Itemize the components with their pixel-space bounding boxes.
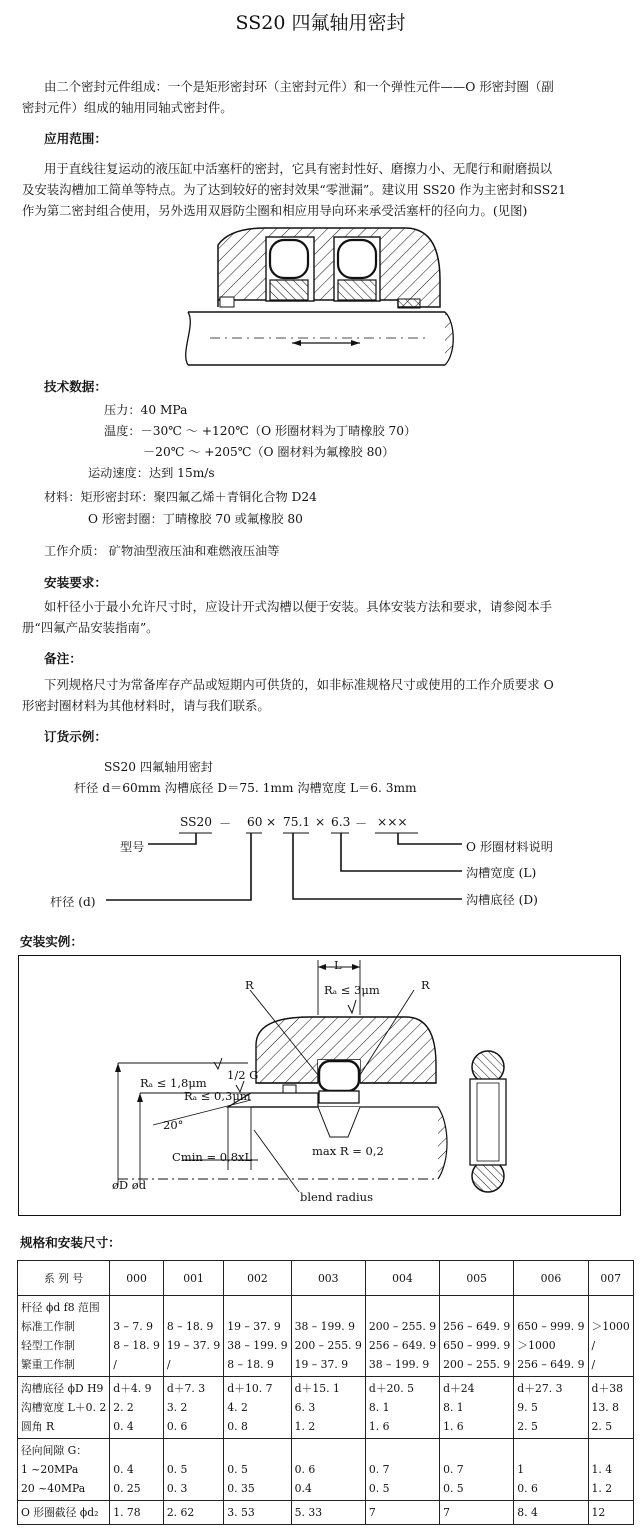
code-rod: 60 (247, 815, 263, 829)
cell-value: 0. 3 (166, 1482, 188, 1495)
code-dash: － (219, 817, 232, 831)
table-row (18, 1501, 634, 1525)
row-label: 杆径 ϕd f8 范围 (21, 1301, 100, 1314)
cell-value: 256 – 649. 9 (517, 1358, 585, 1371)
table-header-cell: 007 (588, 1261, 633, 1296)
cell-value (167, 1441, 220, 1460)
table-cell (163, 1377, 223, 1439)
order-heading: 订货示例： (44, 729, 107, 744)
label-width: 沟槽宽度 (L) (466, 866, 537, 880)
table-header-cell: 005 (440, 1261, 514, 1296)
cell-value: 200 – 255. 9 (294, 1339, 362, 1352)
cell-value: 200 – 255. 9 (368, 1320, 437, 1333)
half-gap-label: 1/2 G (227, 1068, 259, 1082)
table-cell: 1. 78 (110, 1501, 164, 1525)
spec-table (17, 1260, 634, 1525)
radius-label-right: R (421, 978, 430, 992)
cell-value: 0. 6 (294, 1463, 316, 1476)
label-rod: 杆径 (d) (50, 895, 96, 909)
cell-value: 0. 6 (517, 1482, 538, 1495)
table-cell (365, 1439, 439, 1501)
cell-value: ＞1000 (517, 1339, 556, 1352)
cell-value (369, 1441, 436, 1460)
table-cell: 5. 33 (291, 1501, 365, 1525)
spec-heading: 规格和安装尺寸： (20, 1235, 121, 1250)
table-cell (291, 1296, 365, 1377)
table-cell (110, 1439, 164, 1501)
table-header-row (18, 1261, 634, 1296)
table-header-cell: 006 (514, 1261, 588, 1296)
row-label-cell (18, 1439, 110, 1501)
order-example-dims: 杆径 d＝60mm 沟槽底径 D＝75. 1mm 沟槽宽度 L＝6. 3mm (74, 781, 417, 795)
order-code-leader-lines (0, 820, 641, 920)
code-width: 6.3 (331, 815, 351, 829)
cell-value: d＋20. 5 (368, 1382, 415, 1395)
cell-value: 19 – 37. 9 (294, 1358, 349, 1371)
cell-value: 0. 25 (113, 1482, 141, 1495)
table-row (18, 1439, 634, 1501)
cell-value (227, 1298, 287, 1317)
cell-value: 0. 5 (443, 1482, 464, 1495)
roughness-18: Rₐ ≤ 1,8μm (140, 1076, 207, 1090)
material-ring: 材料：矩形密封环：聚四氟乙烯＋青铜化合物 D24 (44, 490, 317, 504)
cell-value: 8. 1 (368, 1401, 390, 1414)
table-cell (514, 1439, 588, 1501)
cell-value (295, 1298, 362, 1317)
table-cell (440, 1377, 514, 1439)
application-line-3: 作为第二密封组合使用，另外选用双唇防尘圈和相应用导向环来承受活塞杆的径向力。(见图) (22, 203, 528, 218)
cell-value: 38 – 199. 9 (227, 1339, 288, 1352)
installation-example-drawing (18, 955, 621, 1216)
cell-value: 256 – 649. 9 (443, 1320, 511, 1333)
cell-value: 38 – 199. 9 (294, 1320, 355, 1333)
code-dash-2: － (355, 817, 368, 831)
table-cell (588, 1296, 633, 1377)
diameter-labels: øD ød (112, 1178, 147, 1192)
cell-value (227, 1441, 287, 1460)
temperature-range-1: 温度：－30℃ ～ +120℃（O 形圈材料为丁晴橡胶 70） (104, 424, 417, 438)
table-header-cell: 001 (163, 1261, 223, 1296)
table-header-cell: 系 列 号 (18, 1261, 110, 1296)
label-model: 型号 (120, 840, 145, 854)
cell-value: 256 – 649. 9 (368, 1339, 437, 1352)
row-label: 标准工作制 (21, 1320, 75, 1333)
cell-value: / (591, 1358, 596, 1371)
table-cell (440, 1296, 514, 1377)
cell-value: 2. 2 (113, 1401, 134, 1414)
roughness-3: Rₐ ≤ 3μm (324, 983, 380, 997)
table-cell (291, 1439, 365, 1501)
cell-value (113, 1441, 160, 1460)
row-label: 沟槽底径 ϕD H9 (21, 1382, 104, 1395)
cell-value: 0. 7 (443, 1463, 464, 1476)
radius-label-left: R (245, 978, 254, 992)
row-label: 径向间隙 G： (21, 1444, 88, 1457)
table-cell (514, 1296, 588, 1377)
application-line-1: 用于直线往复运动的液压缸中活塞杆的密封，它具有密封性好、磨擦力小、无爬行和耐磨损以 (44, 161, 553, 176)
table-cell (110, 1377, 164, 1439)
cell-value: d＋24 (443, 1382, 475, 1395)
cell-value: ＞1000 (591, 1320, 630, 1333)
table-cell (224, 1296, 291, 1377)
cell-value: 3 – 7. 9 (113, 1320, 153, 1333)
cmin-label: Cmin = 0,8xL (172, 1150, 253, 1164)
cell-value: 0. 7 (368, 1463, 390, 1476)
table-cell: 7 (440, 1501, 514, 1525)
cell-value: 200 – 255. 9 (443, 1358, 511, 1371)
cell-value (113, 1298, 160, 1317)
seal-cross-section-drawing (0, 225, 641, 375)
cell-value (443, 1298, 510, 1317)
cell-value: 1. 2 (294, 1420, 316, 1433)
cell-value: 8 – 18. 9 (166, 1320, 214, 1333)
application-line-2: 及安装沟槽加工简单等特点。为了达到较好的密封效果“零泄漏”。建议用 SS20 作为主密封和SS21 (22, 182, 567, 197)
cell-value: / (166, 1358, 171, 1371)
cell-value (517, 1298, 584, 1317)
cell-value: 38 – 199. 9 (368, 1358, 430, 1371)
cell-value: 1 (517, 1463, 525, 1476)
cell-value: 2. 5 (591, 1420, 613, 1433)
table-header-cell: 003 (291, 1261, 365, 1296)
cell-value: 3. 2 (166, 1401, 188, 1414)
cell-value (443, 1441, 510, 1460)
cell-value: 19 – 37. 9 (166, 1339, 221, 1352)
code-times-2: × (315, 815, 326, 829)
table-cell: 12 (588, 1501, 633, 1525)
page-title: SS20 四氟轴用密封 (235, 12, 406, 34)
table-cell (110, 1296, 164, 1377)
table-cell: 8. 4 (514, 1501, 588, 1525)
example-heading: 安装实例： (20, 934, 83, 949)
cell-value: 0. 8 (227, 1420, 248, 1433)
cell-value: 6. 3 (294, 1401, 316, 1414)
cell-value: 13. 8 (591, 1401, 619, 1414)
cell-value: 9. 5 (517, 1401, 538, 1414)
cell-value: / (113, 1358, 117, 1371)
cell-value: 0. 5 (227, 1463, 248, 1476)
table-cell (291, 1377, 365, 1439)
row-label-cell (18, 1377, 110, 1439)
cell-value: 1. 6 (368, 1420, 390, 1433)
install-line-1: 如杆径小于最小允许尺寸时，应设计开式沟槽以便于安装。具体安装方法和要求，请参阅本手 (44, 599, 553, 614)
table-cell (514, 1377, 588, 1439)
cell-value: d＋27. 3 (517, 1382, 563, 1395)
table-cell (365, 1377, 439, 1439)
table-header-cell: 002 (224, 1261, 291, 1296)
pressure-value: 压力：40 MPa (104, 403, 188, 417)
cell-value: 8 – 18. 9 (113, 1339, 160, 1352)
cell-value (369, 1298, 436, 1317)
table-cell (588, 1377, 633, 1439)
cell-value: d＋10. 7 (227, 1382, 273, 1395)
cell-value: d＋4. 9 (113, 1382, 152, 1395)
install-heading: 安装要求： (44, 575, 107, 590)
order-example-name: SS20 四氟轴用密封 (104, 760, 213, 774)
cell-value: 1. 2 (591, 1482, 613, 1495)
cell-value: 650 – 999. 9 (517, 1320, 585, 1333)
note-line-2: 形密封圈材料为其他材料时，请与我们联系。 (22, 698, 270, 713)
cell-value: 8. 1 (443, 1401, 464, 1414)
table-cell: 2. 62 (163, 1501, 223, 1525)
tech-heading: 技术数据： (44, 379, 107, 394)
row-label: 圆角 R (21, 1420, 55, 1433)
cell-value: d＋7. 3 (166, 1382, 206, 1395)
row-label: 轻型工作制 (21, 1339, 75, 1352)
row-label: 1 ~20MPa (21, 1463, 79, 1476)
row-label: 繁重工作制 (21, 1358, 75, 1371)
blend-radius-label: blend radius (300, 1190, 373, 1204)
cell-value: d＋15. 1 (294, 1382, 340, 1395)
dim-L-label: L (334, 958, 342, 972)
material-oring: O 形密封圈：丁晴橡胶 70 或氟橡胶 80 (88, 512, 303, 526)
cell-value: 0. 35 (227, 1482, 255, 1495)
cell-value (167, 1298, 220, 1317)
cell-value: 0. 4 (113, 1420, 134, 1433)
angle-label: 20° (163, 1118, 184, 1132)
row-label: 沟槽宽度 L＋0. 2 (21, 1401, 107, 1414)
row-label-cell (18, 1296, 110, 1377)
table-cell: 3. 53 (224, 1501, 291, 1525)
table-header-cell: 000 (110, 1261, 164, 1296)
cell-value: 0.4 (294, 1482, 312, 1495)
row-label: 20 ~40MPa (21, 1482, 86, 1495)
work-media: 工作介质： 矿物油型液压油和难燃液压油等 (44, 544, 280, 558)
cell-value: 1. 4 (591, 1463, 613, 1476)
speed-value: 运动速度：达到 15m/s (88, 466, 215, 480)
table-cell (224, 1439, 291, 1501)
cell-value: 0. 5 (368, 1482, 390, 1495)
table-cell (588, 1439, 633, 1501)
note-heading: 备注： (44, 651, 82, 666)
table-cell (163, 1296, 223, 1377)
cell-value: 4. 2 (227, 1401, 248, 1414)
cell-value (517, 1441, 584, 1460)
table-row (18, 1296, 634, 1377)
table-header-cell: 004 (365, 1261, 439, 1296)
intro-line-1: 由二个密封元件组成：一个是矩形密封环（主密封元件）和一个弹性元件——O 形密封圈（副 (44, 79, 554, 94)
code-material: ××× (377, 815, 408, 829)
table-cell (365, 1296, 439, 1377)
cell-value (592, 1298, 630, 1317)
table-row (18, 1377, 634, 1439)
cell-value: 8 – 18. 9 (227, 1358, 274, 1371)
table-cell (224, 1377, 291, 1439)
cell-value: d＋38 (591, 1382, 623, 1395)
cell-value: 650 – 999. 9 (443, 1339, 511, 1352)
code-type: SS20 (180, 815, 212, 829)
cell-value (295, 1441, 362, 1460)
cell-value: 0. 6 (166, 1420, 188, 1433)
note-line-1: 下列规格尺寸为常备库存产品或短期内可供货的，如非标准规格尺寸或使用的工作介质要求 O (44, 677, 554, 692)
application-heading: 应用范围： (44, 131, 107, 146)
install-line-2: 册“四氟产品安装指南”。 (22, 620, 159, 635)
row-label-cell (18, 1501, 110, 1525)
table-cell: 7 (365, 1501, 439, 1525)
cell-value: / (591, 1339, 596, 1352)
label-bottom: 沟槽底径 (D) (466, 893, 538, 907)
roughness-03: Rₐ ≤ 0,3μm (184, 1089, 251, 1103)
intro-line-2: 密封元件）组成的轴用同轴式密封件。 (22, 100, 233, 115)
temperature-range-2: －20℃ ～ +205℃（O 圈材料为氟橡胶 80） (143, 445, 395, 459)
table-cell (440, 1439, 514, 1501)
row-label: O 形圈截径 ϕd₂ (21, 1506, 99, 1519)
label-oring: O 形圈材料说明 (466, 840, 553, 854)
cell-value: 0. 4 (113, 1463, 134, 1476)
code-times-1: × (266, 815, 277, 829)
cell-value: 19 – 37. 9 (227, 1320, 281, 1333)
cell-value: 0. 5 (166, 1463, 188, 1476)
cell-value: 1. 6 (443, 1420, 464, 1433)
max-radius-label: max R = 0,2 (312, 1144, 384, 1158)
table-cell (163, 1439, 223, 1501)
cell-value: 2. 5 (517, 1420, 538, 1433)
cell-value (592, 1441, 630, 1460)
code-bottom: 75.1 (283, 815, 311, 829)
